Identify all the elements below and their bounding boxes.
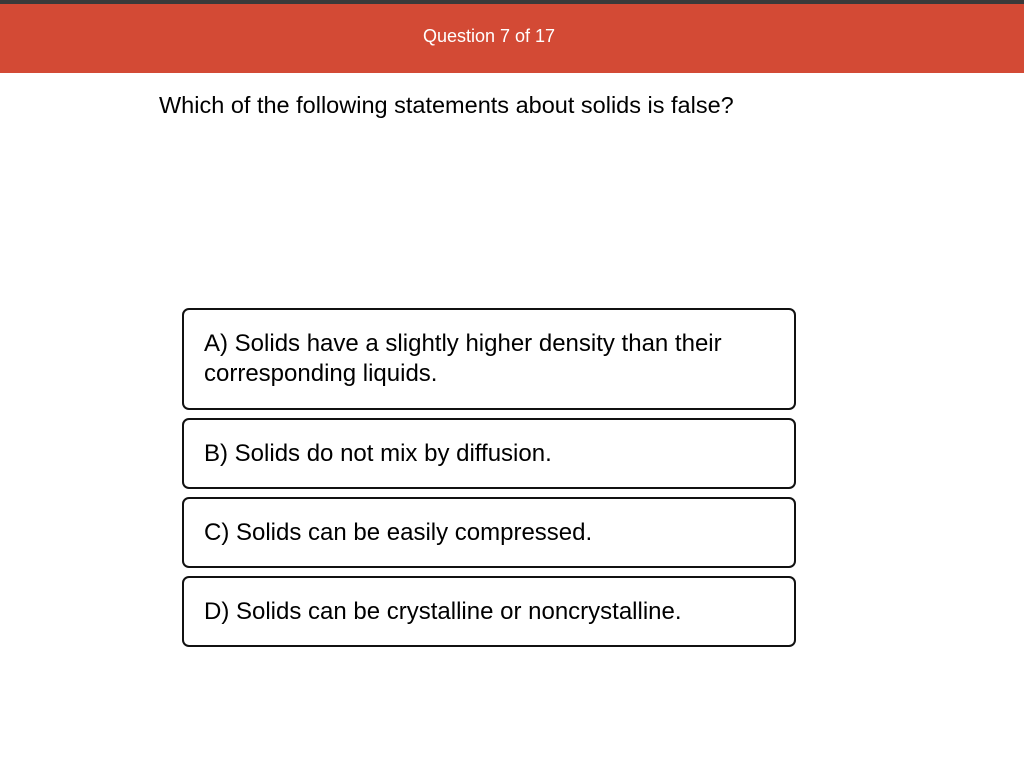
question-text: Which of the following statements about solids is false?	[159, 92, 734, 118]
answer-option-d[interactable]	[182, 576, 796, 647]
answer-option-label: B) Solids do not mix by diffusion.	[204, 439, 552, 467]
question-progress: Question 7 of 17	[422, 26, 556, 46]
answer-options	[182, 308, 796, 655]
answer-option-label: D) Solids can be crystalline or noncrystalline.	[204, 597, 682, 625]
answer-option-a[interactable]	[182, 308, 796, 410]
answer-option-b[interactable]	[182, 418, 796, 489]
answer-option-label: C) Solids can be easily compressed.	[204, 518, 593, 546]
quiz-header	[0, 4, 1024, 73]
answer-option-label: A) Solids have a slightly higher density than their corresponding liquids.	[204, 330, 722, 387]
answer-option-c[interactable]	[182, 497, 796, 568]
